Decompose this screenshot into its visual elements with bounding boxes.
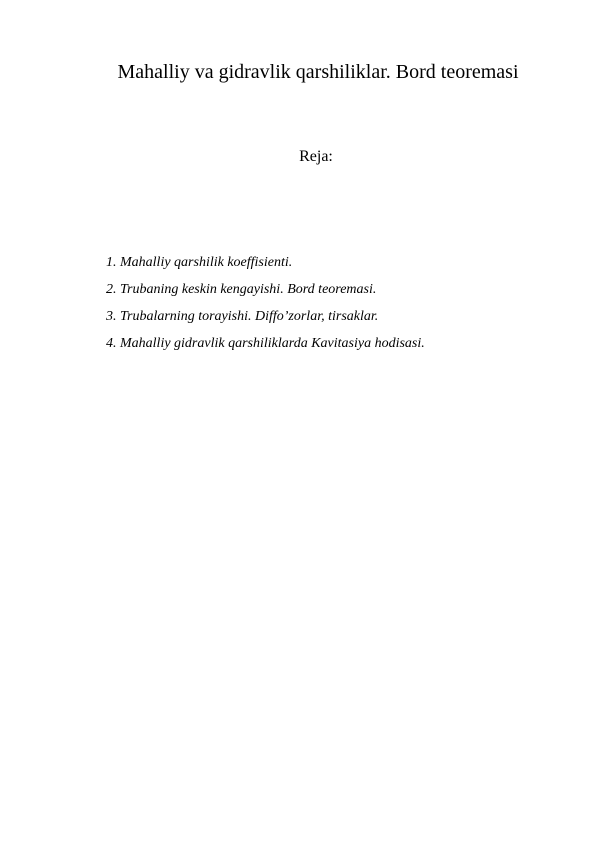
document-title: Mahalliy va gidravlik qarshiliklar. Bord teoremasi xyxy=(117,61,519,83)
plan-list xyxy=(106,254,425,362)
plan-item-3: 3. Trubalarning torayishi. Diffo’zorlar, tirsaklar. xyxy=(106,309,379,324)
plan-item-4: 4. Mahalliy gidravlik qarshiliklarda Kavitasiya hodisasi. xyxy=(106,336,425,351)
plan-heading: Reja: xyxy=(299,148,333,165)
plan-item-1: 1. Mahalliy qarshilik koeffisienti. xyxy=(106,255,293,270)
plan-item-2: 2. Trubaning keskin kengayishi. Bord teoremasi. xyxy=(106,282,377,297)
